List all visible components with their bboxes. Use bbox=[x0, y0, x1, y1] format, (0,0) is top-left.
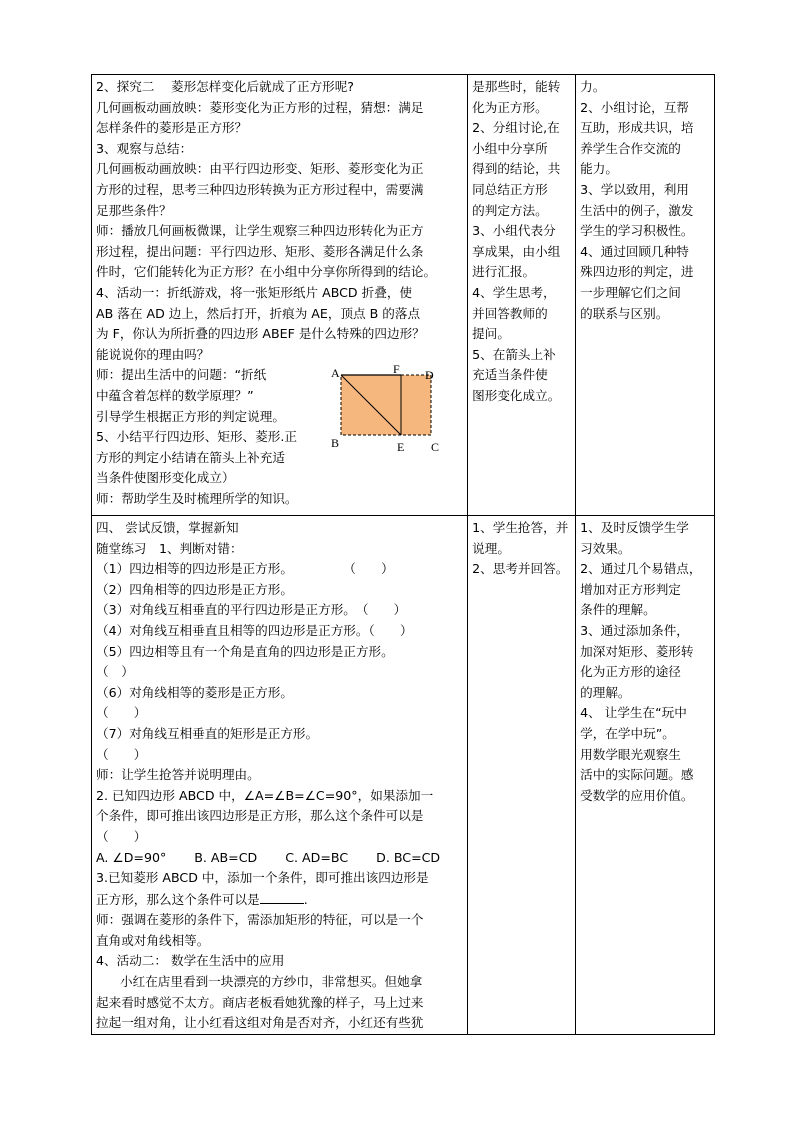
text-line: 4、活动二： 数学在生活中的应用 bbox=[96, 953, 285, 969]
text-line: 4、通过回顾几种特 bbox=[580, 243, 689, 259]
text-line: （6）对角线相等的菱形是正方形。 bbox=[96, 684, 293, 700]
period: . bbox=[303, 891, 308, 907]
text-line: 师：强调在菱形的条件下，需添加矩形的特征，可以是一个 bbox=[96, 912, 424, 928]
text-line: 2、探究二 菱形怎样变化后就成了正方形呢? bbox=[96, 79, 354, 94]
text-line: 同总结正方形 bbox=[472, 181, 548, 197]
figure-text-block bbox=[96, 365, 464, 489]
student-activity-cell bbox=[468, 75, 576, 516]
text-line: 小组中分享所 bbox=[472, 140, 548, 156]
text-line: 1、学生抢答，并 bbox=[472, 520, 569, 535]
option-b: B. AB=CD bbox=[194, 849, 258, 865]
text-line: 直角或对角线相等。 bbox=[96, 932, 210, 948]
shaded-paper bbox=[341, 375, 431, 435]
text-line: 3、通过添加条件， bbox=[580, 622, 689, 638]
text-line: 怎样条件的菱形是正方形？ bbox=[96, 120, 248, 136]
design-intent-cell bbox=[576, 75, 715, 516]
text-line: 说理。 bbox=[472, 540, 510, 556]
text-line: （5）四边相等且有一个角是直角的四边形是正方形。 bbox=[96, 643, 394, 659]
text-line: 的判定方法。 bbox=[472, 202, 548, 218]
answer-blank bbox=[260, 889, 304, 904]
option-a: A. ∠D=90° bbox=[96, 849, 167, 865]
text-line: 3、观察与总结： bbox=[96, 140, 193, 156]
text-line: 生活中的例子，激发 bbox=[580, 202, 694, 218]
text-line: 3.已知菱形 ABCD 中，添加一个条件，即可推出该四边形是 bbox=[96, 870, 429, 886]
text-line: 享成果，由小组 bbox=[472, 243, 561, 259]
text-line: 为 F，你认为所折叠的四边形 ABEF 是什么特殊的四边形？ bbox=[96, 326, 425, 342]
text-line: 的联系与区别。 bbox=[580, 305, 669, 321]
text-line: （ ） bbox=[96, 705, 147, 721]
text-line: 几何画板动画放映：由平行四边形变、矩形、菱形变化为正 bbox=[96, 161, 424, 177]
text-line: 师：让学生抢答并说明理由。 bbox=[96, 767, 260, 783]
text-line: 几何画板动画放映：菱形变化为正方形的过程，猜想：满足 bbox=[96, 99, 424, 115]
option-d: D. BC=CD bbox=[376, 849, 441, 865]
text-line: （4）对角线互相垂直且相等的四边形是正方形。（ ） bbox=[96, 622, 413, 638]
text-line: 足那些条件？ bbox=[96, 202, 172, 218]
text-line: 小红在店里看到一块漂亮的方纱巾，非常想买。但她拿 bbox=[120, 974, 423, 990]
text-line: 4、活动一：折纸游戏，将一张矩形纸片 ABCD 折叠，使 bbox=[96, 284, 413, 300]
text-line: 用数学眼光观察生 bbox=[580, 746, 681, 762]
text-line: （1）四边相等的四边形是正方形。 （ ） bbox=[96, 561, 394, 577]
table-row bbox=[92, 516, 715, 1035]
text-line: （ ） bbox=[96, 664, 134, 680]
option-c: C. AD=BC bbox=[285, 849, 349, 865]
text-line: 提问。 bbox=[472, 326, 510, 342]
text-line: 加深对矩形、菱形转 bbox=[580, 643, 694, 659]
teacher-activity-cell bbox=[92, 75, 468, 516]
label-c: C bbox=[431, 440, 440, 455]
text-line: 拉起一组对角，让小红看这组对角是否对齐，小红还有些犹 bbox=[96, 1015, 424, 1031]
text-line: 殊四边形的判定，进 bbox=[580, 264, 694, 280]
text-line: 2. 已知四边形 ABCD 中，∠A=∠B=∠C=90°，如果添加一 bbox=[96, 787, 434, 803]
design-intent-cell bbox=[576, 516, 715, 1035]
text-line: 养学生合作交流的 bbox=[580, 140, 681, 156]
text-line: 2、分组讨论,在 bbox=[472, 120, 560, 136]
text-line: 得到的结论，共 bbox=[472, 161, 561, 177]
text-line: 师：播放几何画板微课，让学生观察三种四边形转化为正方 bbox=[96, 223, 424, 239]
text-line: 充适当条件使 bbox=[472, 367, 548, 383]
text-line: 学生的学习积极性。 bbox=[580, 223, 694, 239]
label-b: B bbox=[331, 436, 340, 451]
text-line: 习效果。 bbox=[580, 540, 631, 556]
text-line: （2）四角相等的四边形是正方形。 bbox=[96, 581, 293, 597]
text-line: 一步理解它们之间 bbox=[580, 284, 681, 300]
text-line: （7）对角线互相垂直的矩形是正方形。 bbox=[96, 725, 319, 741]
text-line: 能说说你的理由吗？ bbox=[96, 346, 210, 362]
text-line: 4、学生思考， bbox=[472, 284, 556, 300]
text-line: 件时，它们能转化为正方形？在小组中分享你所得到的结论。 bbox=[96, 264, 437, 280]
question-3-prompt: 正方形，那么这个条件可以是 bbox=[96, 891, 260, 907]
label-a: A bbox=[331, 366, 340, 381]
text-line: 学，在学中玩”。 bbox=[580, 725, 675, 741]
text-line: 形过程，提出问题：平行四边形、矩形、菱形各满足什么条 bbox=[96, 243, 424, 259]
text-line: （3）对角线互相垂直的平行四边形是正方形。 （ ） bbox=[96, 602, 407, 618]
text-line: 3、小组代表分 bbox=[472, 223, 556, 239]
text-line: 进行汇报。 bbox=[472, 264, 536, 280]
student-activity-cell bbox=[468, 516, 576, 1035]
text-line: 方形的过程，思考三种四边形转换为正方形过程中，需要满 bbox=[96, 181, 424, 197]
text-line: 引导学生根据正方形的判定说理。 bbox=[96, 408, 285, 424]
text-line: 能力。 bbox=[580, 161, 618, 177]
lesson-table bbox=[91, 74, 715, 1035]
text-line: 受数学的应用价值。 bbox=[580, 787, 694, 803]
text-line: 起来看时感觉不太方。商店老板看她犹豫的样子，马上过来 bbox=[96, 994, 424, 1010]
text-line: 增加对正方形判定 bbox=[580, 581, 681, 597]
text-line: 2、通过几个易错点， bbox=[580, 561, 702, 577]
text-line: 2、思考并回答。 bbox=[472, 561, 569, 577]
text-line: 互助，形成共识，培 bbox=[580, 120, 694, 136]
label-d: D bbox=[425, 368, 434, 383]
text-line: 5、小结平行四边形、矩形、菱形.正 bbox=[96, 429, 297, 445]
text-line: 5、在箭头上补 bbox=[472, 346, 556, 362]
text-line: 并回答教师的 bbox=[472, 305, 548, 321]
text-line: 是那些时，能转 bbox=[472, 79, 561, 94]
text-line: 的理解。 bbox=[580, 684, 631, 700]
text-line: 3、学以致用，利用 bbox=[580, 181, 689, 197]
options-line bbox=[96, 848, 464, 869]
text-line: 力。 bbox=[580, 79, 606, 94]
text-line: 个条件，即可推出该四边形是正方形，那么这个条件可以是 bbox=[96, 808, 424, 824]
table-row bbox=[92, 75, 715, 516]
teacher-activity-cell bbox=[92, 516, 468, 1035]
text-line: （ ） bbox=[96, 746, 147, 762]
label-e: E bbox=[397, 440, 405, 455]
text-line: 化为正方形的途径 bbox=[580, 664, 681, 680]
text-line: 中蕴含着怎样的数学原理？” bbox=[96, 387, 254, 403]
text-line: （ ） bbox=[96, 828, 147, 844]
folded-rectangle-figure bbox=[329, 365, 444, 457]
text-line: 4、 让学生在“玩中 bbox=[580, 705, 687, 721]
text-line: AB 落在 AD 边上，然后打开，折痕为 AE，顶点 B 的落点 bbox=[96, 305, 421, 321]
text-line: 当条件使图形变化成立） bbox=[96, 470, 235, 486]
text-line: 师：帮助学生及时梳理所学的知识。 bbox=[96, 490, 298, 506]
text-line: 随堂练习 1、判断对错： bbox=[96, 540, 243, 556]
text-line: 图形变化成立。 bbox=[472, 387, 561, 403]
text-line: 活中的实际问题。感 bbox=[580, 767, 694, 783]
text-line bbox=[96, 889, 464, 911]
text-line: 条件的理解。 bbox=[580, 602, 656, 618]
text-line: 2、小组讨论，互帮 bbox=[580, 99, 689, 115]
text-line: 师：提出生活中的问题：“折纸 bbox=[96, 367, 267, 383]
text-line: 方形的判定小结请在箭头上补充适 bbox=[96, 449, 285, 465]
label-f: F bbox=[393, 365, 400, 377]
text-line: 四、 尝试反馈，掌握新知 bbox=[96, 520, 239, 535]
text-line: 1、及时反馈学生学 bbox=[580, 520, 689, 535]
text-line: 化为正方形。 bbox=[472, 99, 548, 115]
